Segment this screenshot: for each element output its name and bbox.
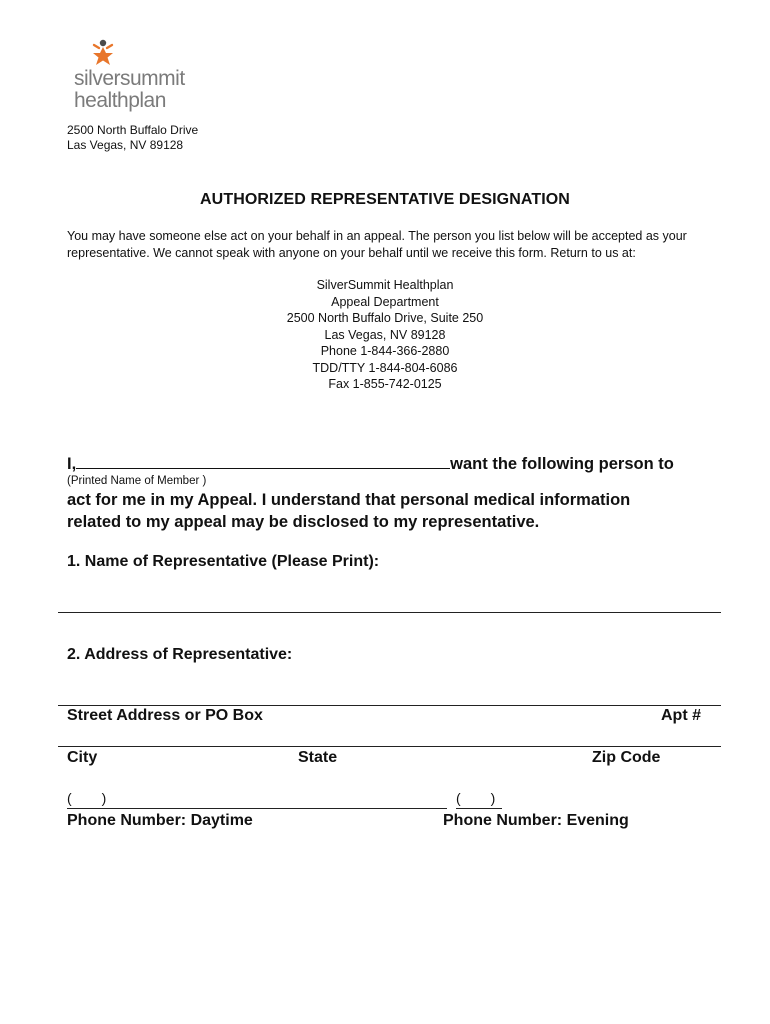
city-state-zip-field[interactable] <box>58 746 721 747</box>
page-title: AUTHORIZED REPRESENTATIVE DESIGNATION <box>200 191 570 208</box>
phone-eve-paren-open: ( <box>456 790 461 806</box>
statement-line-2: act for me in my Appeal. I understand that personal medical information <box>67 491 631 509</box>
statement-line-1 <box>67 453 674 475</box>
return-address-line-5: Phone 1-844-366-2880 <box>320 344 450 358</box>
statement-prefix: I, <box>67 455 77 473</box>
header-address-line-1: 2500 North Buffalo Drive <box>67 123 199 137</box>
logo-wordmark <box>74 68 185 112</box>
header-address <box>67 123 198 153</box>
return-address-line-6: TDD/TTY 1-844-804-6086 <box>312 360 458 375</box>
street-address-field[interactable] <box>58 705 721 706</box>
phone-evening-field[interactable] <box>456 808 502 809</box>
return-address <box>0 277 770 393</box>
return-address-line-7: Fax 1-855-742-0125 <box>328 377 442 391</box>
member-name-field[interactable] <box>76 454 450 469</box>
return-address-line-4: Las Vegas, NV 89128 <box>324 327 446 342</box>
phone-day-paren-open: ( <box>67 790 72 806</box>
header-address-line-2: Las Vegas, NV 89128 <box>67 138 184 152</box>
phone-eve-paren-close: ) <box>490 790 496 806</box>
return-address-line-3: 2500 North Buffalo Drive, Suite 250 <box>286 311 484 325</box>
logo-line-2: healthplan <box>74 89 166 112</box>
street-address-label: Street Address or PO Box <box>67 707 263 724</box>
zip-code-label: Zip Code <box>592 749 661 766</box>
representative-name-label: 1. Name of Representative (Please Print): <box>67 553 380 570</box>
statement-line-3: related to my appeal may be disclosed to my representative. <box>67 513 540 531</box>
phone-day-paren-close: ) <box>101 790 107 806</box>
return-address-line-1: SilverSummit Healthplan <box>316 278 454 292</box>
company-logo <box>74 38 204 118</box>
intro-paragraph: You may have someone else act on your behalf in an appeal. The person you list below will be accepted as your representative. We cannot speak with anyone on your behalf until we receive this form. Return to us at: <box>67 229 687 260</box>
printed-name-caption: (Printed Name of Member ) <box>67 475 207 487</box>
city-label: City <box>67 749 98 766</box>
phone-daytime-field[interactable] <box>67 808 447 809</box>
apt-label: Apt # <box>661 707 701 724</box>
phone-evening-label: Phone Number: Evening <box>443 812 629 829</box>
state-label: State <box>298 749 338 766</box>
logo-line-1: silversummit <box>74 67 185 90</box>
representative-name-field[interactable] <box>58 612 721 613</box>
phone-daytime-label: Phone Number: Daytime <box>67 812 253 829</box>
statement-suffix: want the following person to <box>450 455 674 473</box>
return-address-line-2: Appeal Department <box>331 294 439 309</box>
representative-address-label: 2. Address of Representative: <box>67 646 293 663</box>
phone-evening-area-code <box>456 790 495 806</box>
phone-daytime-area-code <box>67 790 106 806</box>
